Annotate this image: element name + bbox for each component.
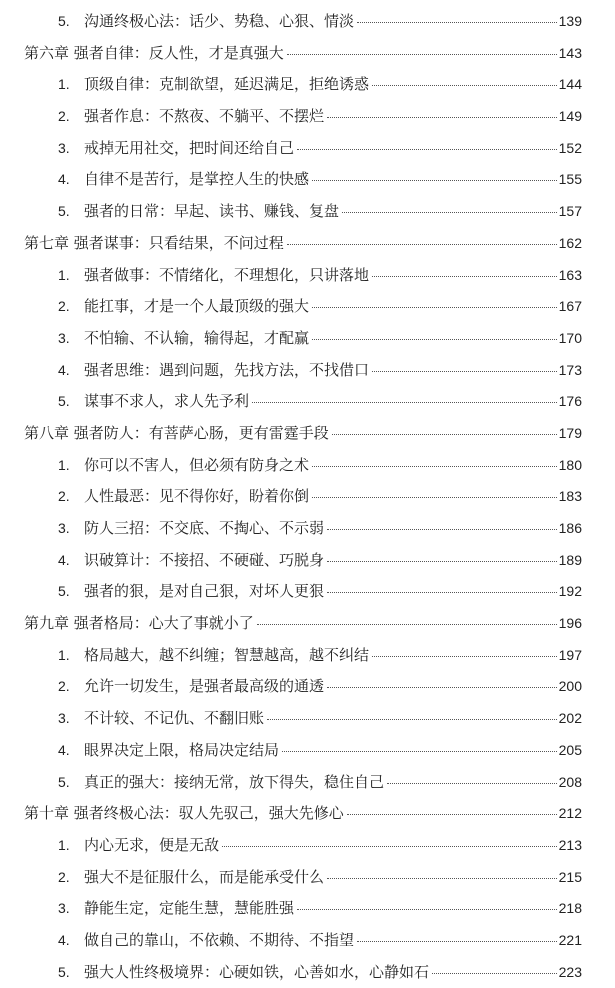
toc-section-row[interactable]: [0, 164, 615, 196]
toc-page-number: 223: [558, 963, 582, 980]
toc-chapter-title: 第六章 强者自律：反人性，才是真强大: [24, 43, 284, 62]
dot-leader: [297, 149, 557, 150]
toc-section-row[interactable]: [0, 513, 615, 545]
toc-section-number: 1.: [58, 456, 70, 473]
toc-section-number: 1.: [58, 266, 70, 283]
toc-section-number: 2.: [58, 488, 70, 505]
toc-page-number: 183: [558, 488, 582, 505]
toc-section-title: 识破算计：不接招、不硬碰、巧脱身: [84, 550, 325, 569]
toc-section-title: 顶级自律：克制欲望，延迟满足，拒绝诱惑: [84, 75, 370, 94]
toc-page-number: 170: [558, 329, 582, 346]
toc-chapter-row[interactable]: [0, 608, 615, 640]
toc-section-title: 静能生定，定能生慧，慧能胜强: [84, 899, 295, 918]
toc-page-number: 149: [558, 108, 582, 125]
toc-page-number: 197: [558, 646, 582, 663]
dot-leader: [327, 561, 557, 562]
toc-section-number: 2.: [58, 108, 70, 125]
toc-section-number: 3.: [58, 329, 70, 346]
toc-section-title: 允许一切发生，是强者最高级的通透: [84, 677, 325, 696]
dot-leader: [222, 846, 557, 847]
toc-section-row[interactable]: [0, 291, 615, 323]
toc-section-number: 5.: [58, 393, 70, 410]
dot-leader: [357, 22, 557, 23]
dot-leader: [282, 751, 557, 752]
dot-leader: [287, 244, 557, 245]
dot-leader: [312, 466, 557, 467]
toc-page-number: 208: [558, 773, 582, 790]
toc-section-number: 5.: [58, 13, 70, 29]
toc-page-number: 200: [558, 678, 582, 695]
toc-section-title: 做自己的靠山，不依赖、不期待、不指望: [84, 930, 355, 949]
toc-section-title: 内心无求，便是无敌: [84, 835, 220, 854]
toc-chapter-row[interactable]: [0, 228, 615, 260]
dot-leader: [327, 117, 557, 118]
toc-page-number: 196: [558, 615, 582, 632]
toc-section-number: 3.: [58, 900, 70, 917]
dot-leader: [257, 624, 557, 625]
toc-page-number: 212: [558, 805, 582, 822]
toc-section-row[interactable]: [0, 957, 615, 988]
toc-page-number: 205: [558, 741, 582, 758]
dot-leader: [432, 973, 557, 974]
toc-section-title: 强大人性终极境界：心硬如铁，心善如水，心静如石: [84, 962, 430, 981]
dot-leader: [267, 719, 557, 720]
toc-page-number: 157: [558, 203, 582, 220]
toc-section-number: 1.: [58, 836, 70, 853]
toc-section-number: 5.: [58, 203, 70, 220]
toc-page-number: 202: [558, 710, 582, 727]
toc-section-row[interactable]: [0, 386, 615, 418]
toc-section-title: 格局越大，越不纠缠；智慧越高，越不纠结: [84, 645, 370, 664]
toc-chapter-row[interactable]: [0, 418, 615, 450]
toc-section-number: 2.: [58, 678, 70, 695]
toc-section-title: 真正的强大：接纳无常，放下得失，稳住自己: [84, 772, 385, 791]
dot-leader: [372, 656, 557, 657]
dot-leader: [297, 909, 557, 910]
toc-section-number: 2.: [58, 298, 70, 315]
dot-leader: [372, 371, 557, 372]
toc-section-title: 谋事不求人，求人先予利: [84, 392, 250, 411]
toc-page-number: 189: [558, 551, 582, 568]
toc-section-row[interactable]: [0, 830, 615, 862]
toc-section-row[interactable]: [0, 735, 615, 767]
toc-section-row[interactable]: [0, 925, 615, 957]
toc-section-number: 4.: [58, 361, 70, 378]
toc-page-number: 186: [558, 520, 582, 536]
toc-page-number: 221: [558, 931, 582, 948]
toc-chapter-row[interactable]: [0, 38, 615, 70]
dot-leader: [372, 85, 557, 86]
toc-section-row[interactable]: [0, 545, 615, 577]
toc-section-title: 戒掉无用社交，把时间还给自己: [84, 138, 295, 157]
toc-section-title: 人性最恶：见不得你好，盼着你倒: [84, 487, 310, 506]
toc-section-title: 强者做事：不情绪化，不理想化，只讲落地: [84, 265, 370, 284]
toc-section-number: 1.: [58, 646, 70, 663]
toc-page-number: 179: [558, 424, 582, 441]
dot-leader: [327, 592, 557, 593]
toc-page-number: 143: [558, 44, 582, 61]
toc-section-title: 防人三招：不交底、不掏心、不示弱: [84, 519, 325, 537]
toc-section-title: 不计较、不记仇、不翻旧账: [84, 709, 265, 728]
toc-section-number: 2.: [58, 868, 70, 885]
toc-section-number: 4.: [58, 171, 70, 188]
toc-section-row[interactable]: [0, 893, 615, 925]
toc-chapter-title: 第十章 强者终极心法：驭人先驭己，强大先修心: [24, 804, 344, 823]
toc-section-title: 强大不是征服什么，而是能承受什么: [84, 867, 325, 886]
toc-section-row[interactable]: [0, 260, 615, 292]
dot-leader: [312, 307, 557, 308]
toc-section-row[interactable]: [0, 196, 615, 228]
toc-page-number: 213: [558, 836, 582, 853]
toc-section-row[interactable]: [0, 767, 615, 799]
toc-page-number: 144: [558, 76, 582, 93]
dot-leader: [372, 276, 557, 277]
toc-section-title: 能扛事，才是一个人最顶级的强大: [84, 297, 310, 316]
toc-page-number: 152: [558, 139, 582, 156]
toc-section-number: 3.: [58, 520, 70, 536]
toc-page-number: 155: [558, 171, 582, 188]
toc-section-row[interactable]: [0, 133, 615, 165]
toc-page-number: 192: [558, 583, 582, 600]
toc-section-row[interactable]: [0, 640, 615, 672]
toc-section-title: 强者思维：遇到问题，先找方法，不找借口: [84, 360, 370, 379]
toc-section-row[interactable]: [0, 69, 615, 101]
toc-page-number: 163: [558, 266, 582, 283]
dot-leader: [312, 339, 557, 340]
dot-leader: [342, 212, 557, 213]
dot-leader: [312, 180, 557, 181]
toc-section-number: 5.: [58, 583, 70, 600]
dot-leader: [327, 687, 557, 688]
toc-section-number: 5.: [58, 963, 70, 980]
toc-chapter-title: 第七章 强者谋事：只看结果，不问过程: [24, 233, 284, 252]
toc-chapter-row[interactable]: [0, 798, 615, 830]
toc-page-number: 167: [558, 298, 582, 315]
toc-section-title: 眼界决定上限，格局决定结局: [84, 740, 280, 759]
toc-page-number: 180: [558, 456, 582, 473]
toc-chapter-title: 第九章 强者格局：心大了事就小了: [24, 614, 254, 633]
dot-leader: [327, 878, 557, 879]
toc-chapter-title: 第八章 强者防人：有菩萨心肠，更有雷霆手段: [24, 423, 329, 442]
toc-page-number: 173: [558, 361, 582, 378]
toc-section-title: 自律不是苦行，是掌控人生的快感: [84, 170, 310, 189]
toc-section-row[interactable]: [0, 101, 615, 133]
toc-section-title: 你可以不害人，但必须有防身之术: [84, 455, 310, 474]
toc-section-row[interactable]: [0, 703, 615, 735]
dot-leader: [387, 783, 557, 784]
dot-leader: [332, 434, 557, 435]
toc-section-number: 1.: [58, 76, 70, 93]
toc-section-row[interactable]: [0, 355, 615, 387]
toc-section-row[interactable]: [0, 323, 615, 355]
toc-section-title: 强者的日常：早起、读书、赚钱、复盘: [84, 202, 340, 221]
toc-page-number: 162: [558, 234, 582, 251]
toc-page-number: 176: [558, 393, 582, 410]
toc-section-row[interactable]: [0, 481, 615, 513]
toc-section-title: 不怕输、不认输，输得起，才配赢: [84, 328, 310, 347]
toc-section-row[interactable]: [0, 862, 615, 894]
toc-section-row[interactable]: [0, 450, 615, 482]
dot-leader: [312, 497, 557, 498]
dot-leader: [327, 529, 557, 530]
toc-section-row[interactable]: [0, 6, 615, 38]
toc-section-row[interactable]: [0, 671, 615, 703]
toc-section-row[interactable]: [0, 576, 615, 608]
toc-section-number: 4.: [58, 551, 70, 568]
toc-page-number: 215: [558, 868, 582, 885]
toc-section-number: 3.: [58, 139, 70, 156]
dot-leader: [287, 54, 557, 55]
toc-page-number: 139: [558, 13, 582, 29]
toc-section-number: 5.: [58, 773, 70, 790]
toc-page-number: 218: [558, 900, 582, 917]
dot-leader: [252, 402, 557, 403]
toc-section-number: 3.: [58, 710, 70, 727]
toc-section-title: 沟通终极心法：话少、势稳、心狠、情淡: [84, 12, 355, 30]
dot-leader: [347, 814, 557, 815]
toc-section-number: 4.: [58, 931, 70, 948]
toc-section-title: 强者的狠，是对自己狠，对坏人更狠: [84, 582, 325, 601]
toc-section-number: 4.: [58, 741, 70, 758]
dot-leader: [357, 941, 557, 942]
toc-section-title: 强者作息：不熬夜、不躺平、不摆烂: [84, 107, 325, 126]
